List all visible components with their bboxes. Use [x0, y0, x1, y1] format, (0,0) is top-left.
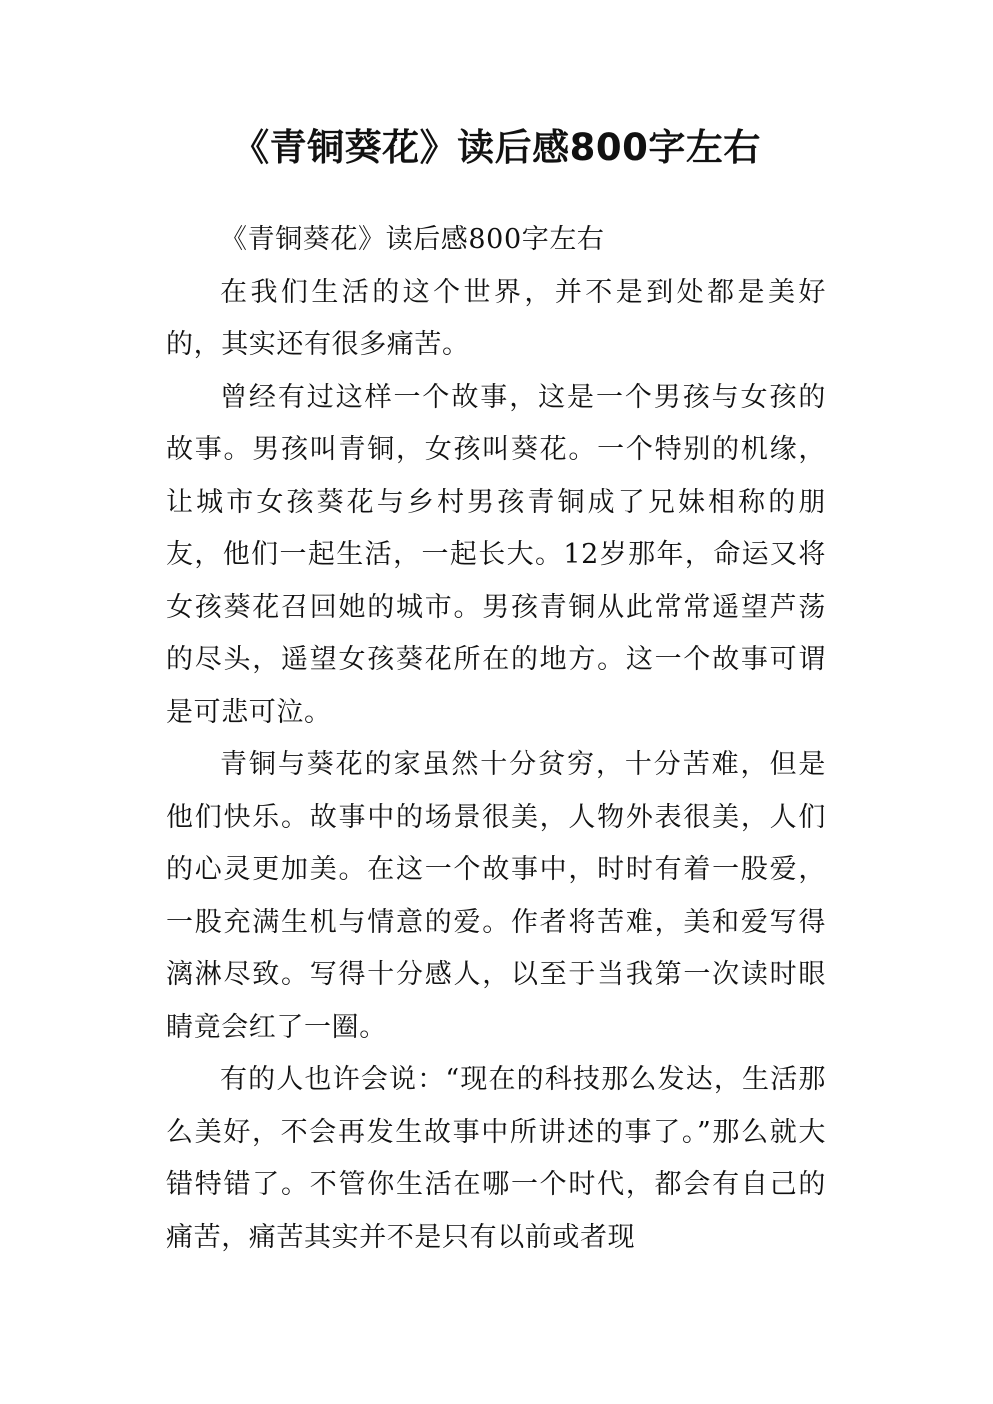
body-paragraph: 有的人也许会说：“现在的科技那么发达，生活那么美好，不会再发生故事中所讲述的事了。”那么就大错特错了。不管你生活在哪一个时代，都会有自己的痛苦，痛苦其实并不是只有以前或者现	[166, 1064, 826, 1253]
body-paragraph: 曾经有过这样一个故事，这是一个男孩与女孩的故事。男孩叫青铜，女孩叫葵花。一个特别的机缘，让城市女孩葵花与乡村男孩青铜成了兄妹相称的朋友，他们一起生活，一起长大。12岁那年，命运又将女孩葵花召回她的城市。男孩青铜从此常常遥望芦荡的尽头，遥望女孩葵花所在的地方。这一个故事可谓是可悲可泣。	[166, 381, 826, 728]
document-body	[166, 214, 826, 1264]
body-paragraph-heading: 《青铜葵花》读后感800字左右	[220, 224, 605, 255]
body-paragraph: 在我们生活的这个世界，并不是到处都是美好的，其实还有很多痛苦。	[166, 276, 826, 360]
document-title: 《青铜葵花》读后感800字左右	[232, 126, 761, 169]
body-paragraph: 青铜与葵花的家虽然十分贫穷，十分苦难，但是他们快乐。故事中的场景很美，人物外表很美，人们的心灵更加美。在这一个故事中，时时有着一股爱，一股充满生机与情意的爱。作者将苦难，美和爱写得漓淋尽致。写得十分感人，以至于当我第一次读时眼睛竟会红了一圈。	[166, 749, 826, 1043]
